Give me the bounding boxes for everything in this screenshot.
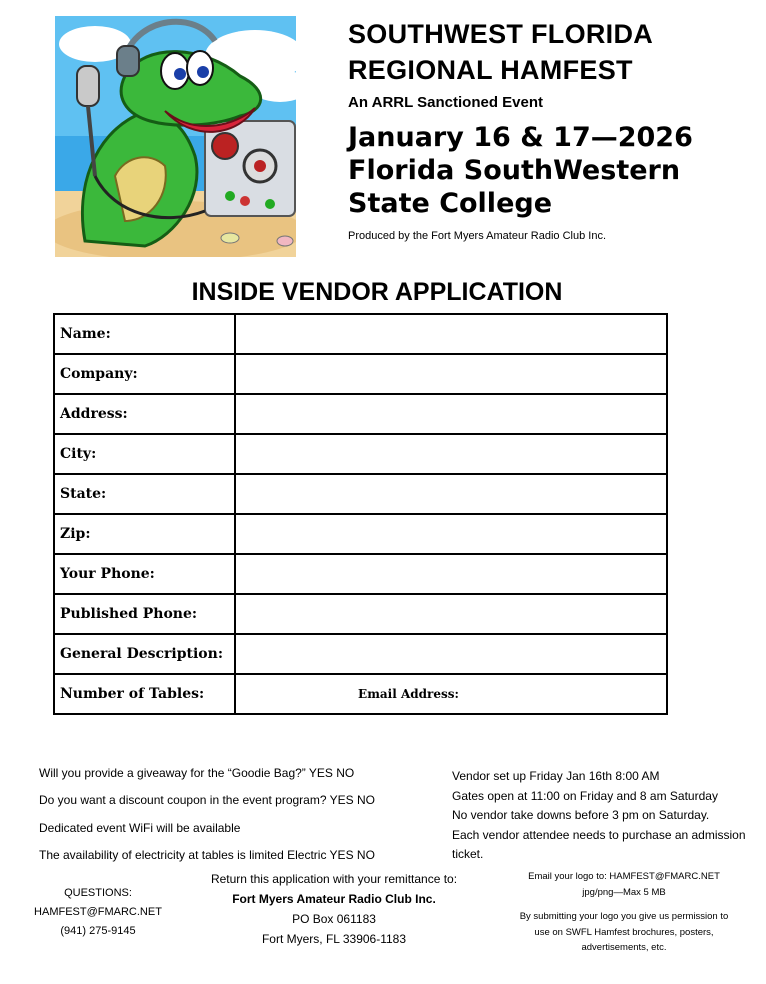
state-label: State: (54, 474, 235, 514)
remit-club-name: Fort Myers Amateur Radio Club Inc. (232, 892, 436, 906)
event-date: January 16 & 17—2026 (348, 122, 693, 153)
event-venue-line2: State College (348, 188, 553, 219)
logo-permission-line1: By submitting your logo you give us permission to (519, 911, 729, 922)
vendor-application-form (53, 313, 668, 715)
event-subtitle: An ARRL Sanctioned Event (348, 94, 544, 111)
event-producer: Produced by the Fort Myers Amateur Radio Club Inc. (348, 230, 607, 242)
your-phone-label: Your Phone: (54, 554, 235, 594)
form-row-company (54, 354, 667, 394)
admission-rule-line2: ticket. (452, 847, 484, 861)
form-title: INSIDE VENDOR APPLICATION (191, 278, 563, 306)
alligator-mascot-illustration (55, 16, 296, 257)
admission-rule-line1: Each vendor attendee needs to purchase an admission (452, 827, 746, 842)
state-input[interactable] (235, 474, 667, 514)
questions-heading: QUESTIONS: (64, 887, 132, 899)
general-description-input[interactable] (235, 634, 667, 674)
form-row-general-description (54, 634, 667, 674)
remit-po-box: PO Box 061183 (292, 912, 376, 926)
form-row-zip (54, 514, 667, 554)
company-label: Company: (54, 354, 235, 394)
logo-email-line: Email your logo to: HAMFEST@FMARC.NET (528, 871, 720, 882)
email-address-field[interactable]: Email Address: (235, 674, 667, 714)
vendor-schedule-info (452, 767, 746, 865)
address-label: Address: (54, 394, 235, 434)
name-input[interactable] (235, 314, 667, 354)
form-row-name (54, 314, 667, 354)
address-input[interactable] (235, 394, 667, 434)
zip-input[interactable] (235, 514, 667, 554)
published-phone-input[interactable] (235, 594, 667, 634)
general-description-label: General Description: (54, 634, 235, 674)
electricity-question: The availability of electricity at tables is limited Electric YES NO (39, 848, 375, 862)
company-input[interactable] (235, 354, 667, 394)
logo-permission-line2: use on SWFL Hamfest brochures, posters, (534, 926, 714, 938)
logo-submission-info (508, 869, 740, 956)
contact-phone: (941) 275-9145 (60, 925, 136, 937)
takedown-rule: No vendor take downs before 3 pm on Saturday. (452, 808, 710, 822)
form-row-your-phone (54, 554, 667, 594)
event-title (348, 16, 653, 88)
logo-permission-line3: advertisements, etc. (581, 942, 667, 953)
contact-email[interactable]: HAMFEST@FMARC.NET (34, 906, 162, 918)
number-of-tables-label: Number of Tables: (54, 674, 235, 714)
remit-city: Fort Myers, FL 33906-1183 (261, 932, 407, 946)
discount-coupon-question: Do you want a discount coupon in the event program? YES NO (39, 793, 375, 807)
remittance-address (193, 869, 475, 949)
form-row-address (54, 394, 667, 434)
city-label: City: (54, 434, 235, 474)
event-title-line2: REGIONAL HAMFEST (348, 55, 633, 85)
remit-instructions: Return this application with your remittance to: (210, 872, 458, 886)
gates-open-time: Gates open at 11:00 on Friday and 8 am Saturday (452, 788, 718, 803)
name-label: Name: (54, 314, 235, 354)
form-row-published-phone (54, 594, 667, 634)
city-input[interactable] (235, 434, 667, 474)
event-title-line1: SOUTHWEST FLORIDA (348, 19, 654, 49)
your-phone-input[interactable] (235, 554, 667, 594)
giveaway-question: Will you provide a giveaway for the “Goodie Bag?” YES NO (39, 766, 355, 780)
logo-format-line: jpg/png—Max 5 MB (582, 886, 666, 898)
published-phone-label: Published Phone: (54, 594, 235, 634)
questions-contact (30, 884, 166, 941)
form-row-number-of-tables (54, 674, 667, 714)
event-date-venue (348, 121, 693, 220)
wifi-notice: Dedicated event WiFi will be available (39, 821, 241, 835)
zip-label: Zip: (54, 514, 235, 554)
setup-time: Vendor set up Friday Jan 16th 8:00 AM (452, 769, 660, 783)
event-venue-line1: Florida SouthWestern (348, 155, 681, 186)
form-row-city (54, 434, 667, 474)
form-row-state (54, 474, 667, 514)
